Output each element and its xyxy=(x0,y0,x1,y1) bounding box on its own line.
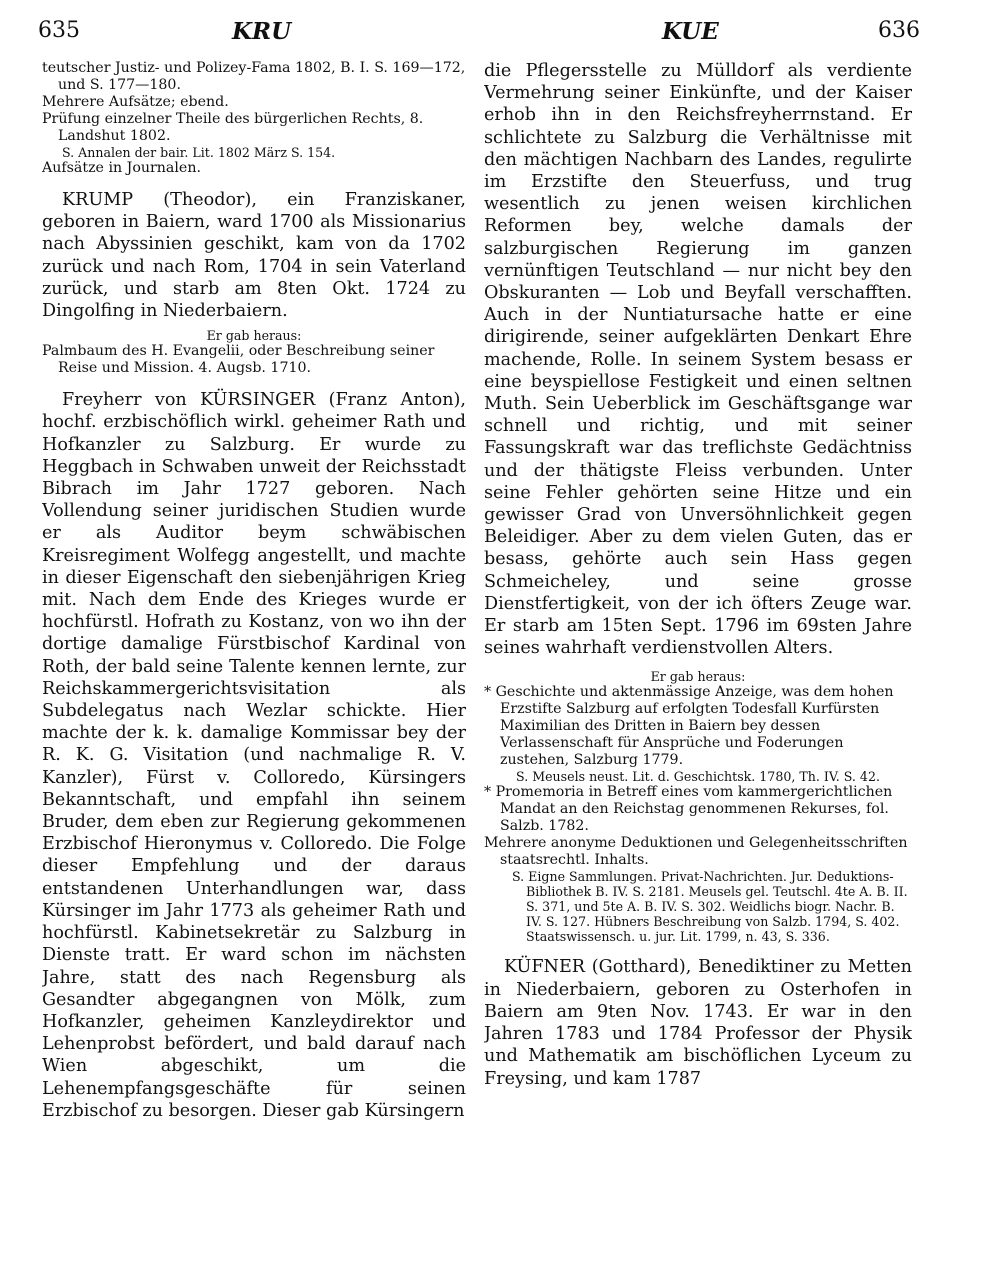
entry-kuersinger-sources: S. Eigne Sammlungen. Privat-Nachrichten. Jur. Deduktions-Bibliothek B. IV. S. 2181. Meusels gel. Teutschl. 4te A. B. II. S. 371, und 5te A. B. IV. S. 302. Weidlichs biogr. Nachr. B. IV. S. 127. Hübners Beschreibung von Salzb. 1794, S. 402. Staatswissensch. u. jur. Lit. 1799, n. 43, S. 336. xyxy=(512,869,908,945)
entry-kuersinger-works-heading: Er gab heraus: xyxy=(650,669,746,685)
entry-kuersinger-body: Freyherr von KÜRSINGER (Franz Anton), hochf. erzbischöflich wirkl. geheimer Rath und Hofkanzler zu Salzburg. Er wurde zu Heggbach in Schwaben unweit der Reichsstadt Bibrach im Jahr 1727 geboren. Nach Vollendung seiner juridischen Studien wurde er als Auditor beym schwäbischen Kreisregiment Wolfegg angestellt, und machte in dieser Eigenschaft den siebenjährigen Krieg mit. Nach dem Ende des Krieges wurde er hochfürstl. Hofrath zu Kostanz, von wo ihn der dortige damalige Fürstbischof Kardinal von Roth, der bald seine Talente kennen lernte, zur Reichskammergerichtsvisitation als Subdelegatus nach Wezlar schickte. Hier machte der k. k. damalige Kommissar bey der R. K. G. Visitation (und nachmalige R. V. Kanzler), Fürst v. Colloredo, Kürsingers Bekanntschaft, und empfahl ihn seinem Bruder, dem eben zur Regierung gekommenen Erzbischof Hieronymus v. Colloredo. Die Folge dieser Empfehlung und der daraus entstandenen Unterhandlungen war, dass Kürsinger im Jahr 1773 als geheimer Rath und hochfürstl. Kabinetsekretär zu Salzburg in Dienste tratt. Er ward schon im nächsten Jahre, statt des nach Regensburg als Gesandter abgegangnen von Mölk, zum Hofkanzler, geheimen Kanzleydirektor und Lehenprobst befördert, und bald darauf nach Wien abgeschikt, um die Lehenempfangsgeschäfte für seinen Erzbischof zu besorgen. Dieser gab Kürsingern xyxy=(42,390,466,1121)
entry-krump-body: KRUMP (Theodor), ein Franziskaner, geboren in Baiern, ward 1700 als Missionarius nach Abyssinien geschikt, kam von da 1702 zurück und nach Rom, 1704 in sein Vaterland zurück, und starb am 8ten Okt. 1724 zu Dingolfing in Niederbaiern. xyxy=(42,190,466,322)
entry-krump-works-heading: Er gab heraus: xyxy=(206,328,302,344)
running-head-left: KRU xyxy=(232,18,292,45)
continued-entry-line: teutscher Justiz- und Polizey-Fama 1802, B. I. S. 169—172, und S. 177—180. xyxy=(42,60,466,93)
right-column xyxy=(484,60,912,1250)
entry-kuefner-body: KÜFNER (Gotthard), Benediktiner zu Metten in Niederbaiern, geboren zu Osterhofen in Baiern am 9ten Nov. 1743. Er war in den Jahren 1783 und 1784 Professor der Physik und Mathematik am bischöflichen Lyceum zu Freysing, und kam 1787 xyxy=(484,957,912,1089)
continued-entry-line: Mehrere Aufsätze; ebend. xyxy=(42,94,229,110)
entry-kuersinger-reference: S. Meusels neust. Lit. d. Geschichtsk. 1780, Th. IV. S. 42. xyxy=(516,769,880,785)
page-number-right: 636 xyxy=(878,18,920,43)
continued-entry-reference: S. Annalen der bair. Lit. 1802 März S. 154. xyxy=(62,145,336,160)
continued-entry-line: Prüfung einzelner Theile des bürgerlichen Rechts, 8. Landshut 1802. xyxy=(42,111,424,144)
continued-entry-line: Aufsätze in Journalen. xyxy=(42,160,201,176)
entry-kuersinger-work: Mehrere anonyme Deduktionen und Gelegenheitsschriften staatsrechtl. Inhalts. xyxy=(484,835,908,869)
left-column xyxy=(42,60,466,1250)
running-head-right: KUE xyxy=(662,18,719,45)
page-number-left: 635 xyxy=(38,18,80,43)
entry-kuersinger-work: * Geschichte und aktenmässige Anzeige, was dem hohen Erzstifte Salzburg auf erfolgten Todesfall Kurfürsten Maximilian des Dritten in Baiern bey dessen Verlassenschaft für Ansprüche und Foderungen zustehen, Salzburg 1779. xyxy=(484,684,894,769)
entry-krump-work: Palmbaum des H. Evangelii, oder Beschreibung seiner Reise und Mission. 4. Augsb. 1710. xyxy=(42,343,435,377)
entry-kuersinger-continuation: die Pflegersstelle zu Mülldorf als verdiente Vermehrung seiner Einkünfte, und der Kaiser erhob ihn in den Reichsfreyherrnstand. Er schlichtete zu Salzburg die Verhältnisse mit den mächtigen Nachbarn des Landes, regulirte im Erzstifte den Steuerfuss, und trug wesentlich zu jenen weisen kirchlichen Reformen bey, welche damals der salzburgischen Regierung im ganzen vernünftigen Teutschland — nur nicht bey den Obskuranten — Lob und Beyfall verschafften. Auch in der Nuntiatursache hatte er eine dirigirende, seiner aufgeklärten Denkart Ehre machende, Rolle. In seinem System besass er eine beyspiellose Festigkeit und einen seltnen Muth. Sein Ueberblick im Geschäftsgange war schnell und richtig, und mit seiner Fassungskraft war das treflichste Gedächtniss und der thätigste Fleiss verbunden. Unter seine Fehler gehörten seine Hitze und ein gewisser Grad von Unversöhnlichkeit gegen Beleidiger. Aber zu dem vielen Guten, das er besass, gehörte auch sein Hass gegen Schmeicheley, und seine grosse Dienstfertigkeit, von der ich öfters Zeuge war. Er starb am 15ten Sept. 1796 im 69sten Jahre seines wahrhaft verdienstvollen Alters. xyxy=(484,61,912,659)
entry-kuersinger-work: * Promemoria in Betreff eines vom kammergerichtlichen Mandat an den Reichstag genommenen Rekurses, fol. Salzb. 1782. xyxy=(484,784,893,835)
